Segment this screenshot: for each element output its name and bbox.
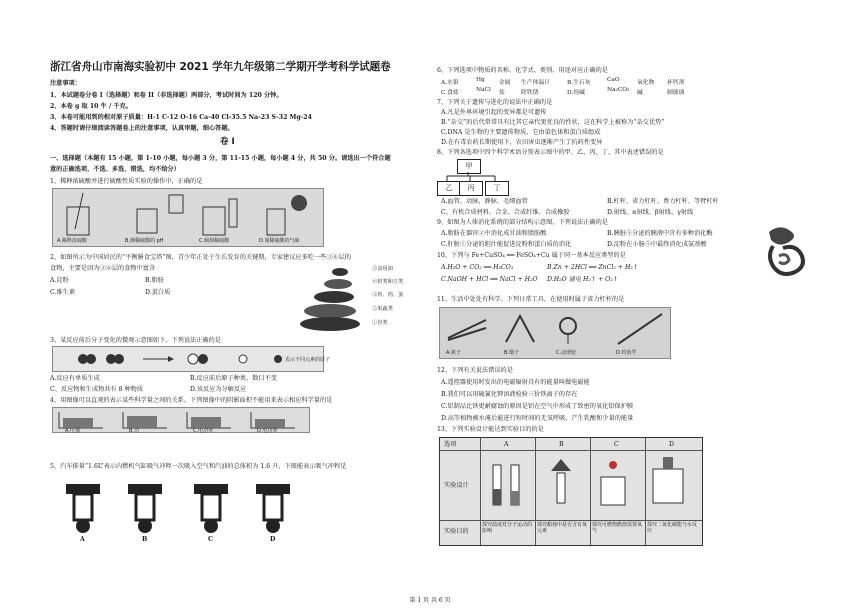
section-intro-2: 意的正确选项，不选、多选、错选，均不给分）	[50, 166, 180, 173]
note-4: 4、答题时请仔细阅读答题卷上的注意事项，认真审题，细心答题。	[50, 125, 234, 132]
q13-col-c: C	[614, 441, 619, 448]
q8-option-a: A.血管、动脉、静脉、毛细血管	[441, 198, 528, 205]
q5-label-a: A	[80, 536, 85, 543]
pyramid-level-1: ①谷类	[372, 320, 388, 326]
q3-stem: 3、某反应前后分子变化的微观示意图如下。下列说法正确的是	[50, 337, 221, 344]
q5-label-c: C	[208, 536, 213, 543]
q13-goal-d: 探究二氧化碳能与水反应	[647, 522, 698, 534]
molecule-diagram-icon	[53, 347, 323, 371]
q9-stem: 9、如图为人体消化系统的部分结构示意图，下列说法正确的是	[437, 219, 608, 226]
q3-option-a: A.反应有单质生成	[50, 375, 100, 382]
q6-cell: NaCl	[476, 87, 491, 93]
q4-figure	[52, 407, 310, 433]
q6-cell: A.水银	[441, 80, 459, 86]
q6-cell: 碱	[637, 90, 643, 96]
q5-label-b: B	[142, 536, 148, 543]
q5-label-d: D	[270, 536, 276, 543]
q1-stem: 1、稀释浓硫酸并进行硫酸性质实验的操作中，正确的是	[50, 178, 203, 185]
page-title: 浙江省舟山市南海实验初中 2021 学年九年级第二学期开学考科学试题卷	[50, 61, 391, 73]
q2-option-b: B.脂肪	[145, 277, 164, 284]
engine-stroke-icons	[60, 476, 310, 536]
q2-line-2: 食物，主要是因为③④层的食物中富含	[50, 265, 156, 272]
q4-label-c: C.电功率	[193, 428, 214, 434]
q8-option-c: C、有机合成材料、合金、合成纤维、合成橡胶	[441, 209, 570, 216]
q12-option-d: D.高等植物被水淹后能进行短时间的无氧呼吸，产生乳酸和少量的能量	[441, 415, 634, 422]
q10-eq-c: C.NaOH + HCl ══ NaCl + H₂O	[441, 276, 538, 283]
q8-stem: 8、下列各选项中四个科学术语分别表示图中的甲、乙、丙、丁，其中表述错误的是	[437, 149, 664, 156]
pyramid-level-5: ⑤食用油	[372, 266, 393, 272]
q2-line-1: 2、如图所示为中国居民的“平衡膳食宝塔”图，青少年正处于生长发育的关键期，专家建议应多吃一些③④层的	[50, 254, 352, 261]
q4-stem: 4、用图像可以直观的表示某些科学量之间的关系。下列图像中的阴影面积不能用来表示相应科学量的是	[50, 397, 333, 404]
q13-col-d: D	[669, 441, 674, 448]
q13-goal-b: 探究蜡烛中是否含有氧元素	[537, 522, 588, 534]
q13-goal-a: 探究温度对分子运动的影响	[482, 522, 533, 534]
q2-option-c: C.维生素	[50, 289, 76, 296]
q6-cell: Na₂CO₃	[607, 87, 630, 93]
q4-label-b: B.功	[129, 428, 140, 434]
q7-option-c: C.DNA 是生物的主要遗传物质，它由染色体和蛋白质组成	[441, 129, 601, 136]
q7-option-d: D.在有毒农药长期使用下，农田害虫逐渐产生了抗药性变异	[441, 139, 603, 146]
box-ding: 丁	[485, 181, 509, 196]
note-3: 3、本卷可能用到的相对原子质量：H-1 C-12 O-16 Ca-40 Cl-35.5 Na-23 S-32 Mg-24	[50, 114, 312, 121]
tools-icon	[440, 308, 670, 348]
section-intro-1: 一、选择题（本题有 15 小题，第 1-10 小题，每小题 3 分，第 11-15 小题，每小题 4 分，共 50 分。请选出一个符合题	[50, 155, 391, 162]
box-jia: 甲	[457, 159, 481, 174]
q12-option-a: A.遥控器使用时发出的电磁辐射具有的能量叫做电磁能	[441, 379, 590, 386]
q5-figure	[60, 476, 310, 546]
q11-stem: 11、生活中处处有科学。下列日常工具，在使用时属于省力杠杆的是	[437, 296, 625, 303]
q1-label-d: D.闻稀硫酸的气味	[259, 238, 300, 244]
q2-option-a: A.淀粉	[50, 277, 69, 284]
q13-col-a: A	[504, 441, 509, 448]
pyramid-level-4: ④奶类和豆类	[372, 279, 404, 285]
pyramid-level-2: ②果蔬类	[372, 306, 393, 312]
q3-option-d: D.该反应为分解反应	[190, 386, 247, 393]
note-2: 2、本卷 g 取 10 牛 / 千克。	[50, 103, 132, 110]
q6-cell: 除铁锈	[521, 90, 539, 96]
q2-option-d: D.蛋白质	[145, 289, 171, 296]
q3-figure	[52, 346, 331, 372]
q4-label-d: D.电功率	[257, 428, 278, 434]
q6-cell: 盐	[499, 90, 505, 96]
q9-option-b: B.胰脏⑤分泌的胰液中含有多种消化酶	[607, 230, 713, 237]
q6-cell: 补钙剂	[667, 80, 685, 86]
note-1: 1、本试题卷分卷 I（选择题）和卷 II（非选择题）两部分，考试时间为 120 分钟。	[50, 92, 283, 99]
q1-label-c: C.倾倒稀硫酸	[199, 238, 230, 244]
q13-stem: 13、下列实验设计能达到实验目的的是	[437, 426, 544, 433]
q9-option-d: D.淀粉在小肠⑤中最终消化成氨基酸	[607, 241, 707, 248]
q11-figure	[439, 307, 671, 359]
q10-eq-a: A.H₂O + CO₂ ══ H₂CO₃	[441, 264, 514, 271]
q12-option-c: C.铝制品比铁更耐腐蚀的原因是铝在空气中形成了致密的氧化铝保护膜	[441, 403, 634, 410]
q13-table	[439, 437, 703, 546]
q7-option-b: B.“杂交”的后代常常具有比其它亲代更优良的性状，这在科学上被称为“杂交优势”	[441, 119, 665, 126]
q3-option-c: C、反应物和生成物共有 8 种物质	[50, 386, 144, 393]
q9-option-a: A.脂肪在器官②中消化成甘油和脂肪酸	[441, 230, 547, 237]
q1-label-b: B.测稀硫酸的 pH	[125, 238, 164, 244]
q5-stem: 5、汽车排量“1.6L”表示内燃机气缸吸气冲程一次吸入空气和汽油的总体积为 1.6 升，下图能表示吸气冲程是	[50, 463, 347, 470]
q7-option-a: A.凡是外界环境引起的变异都是可遗传	[441, 109, 547, 116]
q13-goal-c: 探究可燃物燃烧需要氧气	[592, 522, 643, 534]
q9-option-c: C.肝脏①分泌的胆汁能促进淀粉和蛋白质的消化	[441, 241, 572, 248]
q4-label-a: A.压强	[65, 428, 80, 434]
section-title: 卷 I	[220, 137, 235, 147]
q6-cell: 制玻璃	[667, 90, 685, 96]
q11-label-d: D.钓鱼竿	[616, 350, 637, 356]
q3-option-b: B.反应前后原子种类、数目不变	[190, 375, 277, 382]
experiment-apparatus-icon	[481, 451, 701, 519]
q10-eq-b: B.Zn + 2HCl ══ ZnCl₂ + H₂↑	[547, 264, 639, 271]
q11-label-b: B.镊子	[504, 350, 520, 356]
q13-head-design: 实验设计	[444, 482, 469, 489]
box-yi: 乙	[437, 181, 461, 196]
q6-cell: C.食盐	[441, 90, 459, 96]
q8-option-d: D.射线、α射线、β射线、γ射线	[607, 209, 694, 216]
q11-label-c: C.动滑轮	[556, 350, 577, 356]
digestive-system-icon	[759, 222, 817, 288]
q8-option-b: B.杠杆、省力杠杆、费力杠杆、等臂杠杆	[607, 198, 719, 205]
food-pyramid-icon	[300, 262, 370, 332]
q10-stem: 10、下列与 Fe+CuSO₄ ══ FeSO₄+Cu 属于同一基本反应类型的是	[437, 252, 626, 259]
q13-col-b: B	[559, 441, 564, 448]
box-bing: 丙	[459, 181, 483, 196]
food-pyramid	[300, 262, 425, 334]
page-footer: 第 1 页 共 6 页	[409, 597, 451, 604]
q3-legend: 表示不同元素的原子	[285, 357, 331, 363]
q13-head-goal: 实验目的	[444, 528, 469, 535]
notes-header: 注意事项：	[50, 80, 81, 87]
pyramid-level-3: ③鱼、肉、蛋	[372, 292, 404, 298]
q6-cell: D.纯碱	[567, 90, 585, 96]
q13-head-option: 选项	[444, 441, 457, 448]
q7-stem: 7、下列关于遗传与进化的说法中正确的是	[437, 99, 553, 106]
q1-figure	[52, 188, 324, 247]
q6-cell: Hg	[476, 77, 485, 83]
q6-table	[441, 77, 811, 97]
q1-label-a: A.稀释浓硫酸	[57, 238, 87, 244]
q6-stem: 6、下列选项中物质的名称、化学式、类别、用途对应正确的是	[437, 67, 608, 74]
q10-eq-d: D.H₂O 通电 H₂↑ + O₂↑	[547, 276, 618, 283]
q6-cell: 金属	[499, 80, 511, 86]
q12-stem: 12、下列有关说法错误的是	[437, 367, 513, 374]
q6-cell: CaO	[607, 77, 620, 83]
q6-cell: 生产体温计	[521, 80, 550, 86]
q11-label-a: A.筷子	[446, 350, 461, 356]
q6-cell: B.生石灰	[567, 80, 591, 86]
q12-option-b: B.我们可以用硫氰化钾溶液检验三价铁离子的存在	[441, 391, 578, 398]
q6-cell: 氧化物	[637, 80, 655, 86]
